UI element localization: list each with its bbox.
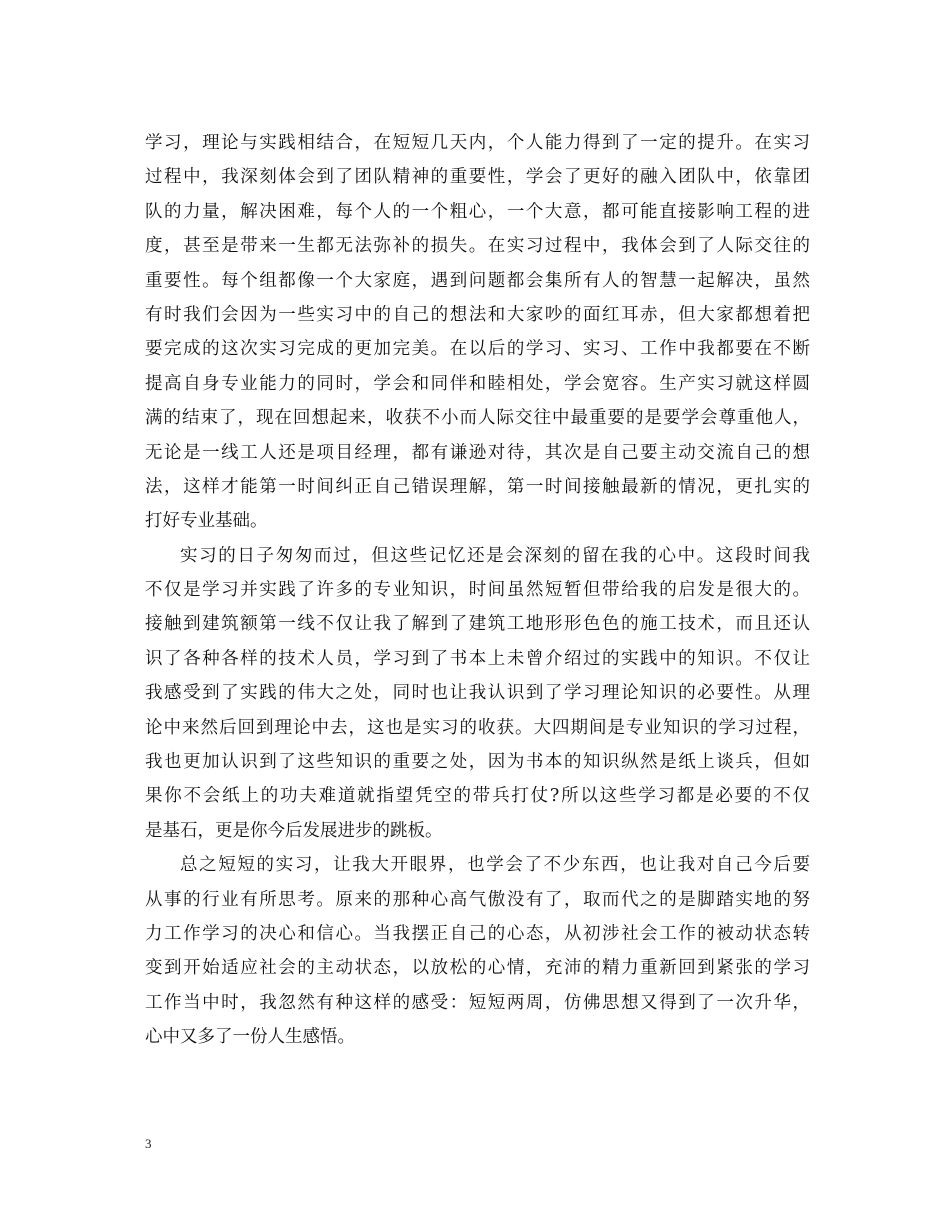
text-line: 力工作学习的决心和信心。当我摆正自己的心态，从初涉社会工作的被动状态转	[145, 923, 810, 944]
text-line: 从事的行业有所思考。原来的那种心高气傲没有了，取而代之的是脚踏实地的努	[145, 889, 810, 910]
text-line: 变到开始适应社会的主动状态，以放松的心情，充沛的精力重新回到紧张的学习	[145, 958, 810, 979]
text-line: 心中又多了一份人生感悟。	[145, 1027, 355, 1048]
text-line: 识了各种各样的技术人员，学习到了书本上未曾介绍过的实践中的知识。不仅让	[145, 648, 810, 669]
paragraph-1	[145, 126, 810, 539]
text-line: 队的力量，解决困难，每个人的一个粗心，一个大意，都可能直接影响工程的进	[145, 201, 810, 222]
text-line: 我也更加认识到了这些知识的重要之处，因为书本的知识纵然是纸上谈兵，但如	[145, 752, 810, 773]
text-line: 工作当中时，我忽然有种这样的感受：短短两周，仿佛思想又得到了一次升华，	[145, 992, 810, 1013]
text-line: 总之短短的实习，让我大开眼界，也学会了不少东西，也让我对自己今后要	[180, 855, 810, 876]
text-line: 要完成的这次实习完成的更加完美。在以后的学习、实习、工作中我都要在不断	[145, 339, 810, 360]
text-line: 我感受到了实践的伟大之处，同时也让我认识到了学习理论知识的必要性。从理	[145, 683, 810, 704]
text-line: 是基石，更是你今后发展进步的跳板。	[145, 820, 443, 841]
text-line: 提高自身专业能力的同时，学会和同伴和睦相处，学会宽容。生产实习就这样圆	[145, 373, 810, 394]
text-line: 重要性。每个组都像一个大家庭，遇到问题都会集所有人的智慧一起解决，虽然	[145, 270, 810, 291]
text-line: 法，这样才能第一时间纠正自己错误理解，第一时间接触最新的情况，更扎实的	[145, 476, 810, 497]
paragraph-3	[145, 848, 810, 1054]
text-line: 打好专业基础。	[145, 511, 268, 532]
text-line: 无论是一线工人还是项目经理，都有谦逊对待，其次是自己要主动交流自己的想	[145, 442, 810, 463]
text-line: 过程中，我深刻体会到了团队精神的重要性，学会了更好的融入团队中，依靠团	[145, 167, 810, 188]
text-line: 有时我们会因为一些实习中的自己的想法和大家吵的面红耳赤，但大家都想着把	[145, 304, 810, 325]
text-line: 论中来然后回到理论中去，这也是实习的收获。大四期间是专业知识的学习过程，	[145, 717, 810, 738]
text-line: 果你不会纸上的功夫难道就指望凭空的带兵打仗?所以这些学习都是必要的不仅	[145, 786, 810, 807]
text-line: 实习的日子匆匆而过，但这些记忆还是会深刻的留在我的心中。这段时间我	[180, 545, 810, 566]
page-number: 3	[145, 1136, 152, 1151]
text-line: 满的结束了，现在回想起来，收获不小而人际交往中最重要的是要学会尊重他人，	[145, 408, 810, 429]
text-line: 度，甚至是带来一生都无法弥补的损失。在实习过程中，我体会到了人际交往的	[145, 236, 810, 257]
body-text	[145, 126, 810, 1055]
paragraph-2	[145, 539, 810, 849]
text-line: 接触到建筑额第一线不仅让我了解到了建筑工地形形色色的施工技术，而且还认	[145, 614, 810, 635]
text-line: 学习，理论与实践相结合，在短短几天内，个人能力得到了一定的提升。在实习	[145, 133, 810, 153]
text-line: 不仅是学习并实践了许多的专业知识，时间虽然短暂但带给我的启发是很大的。	[145, 580, 810, 601]
